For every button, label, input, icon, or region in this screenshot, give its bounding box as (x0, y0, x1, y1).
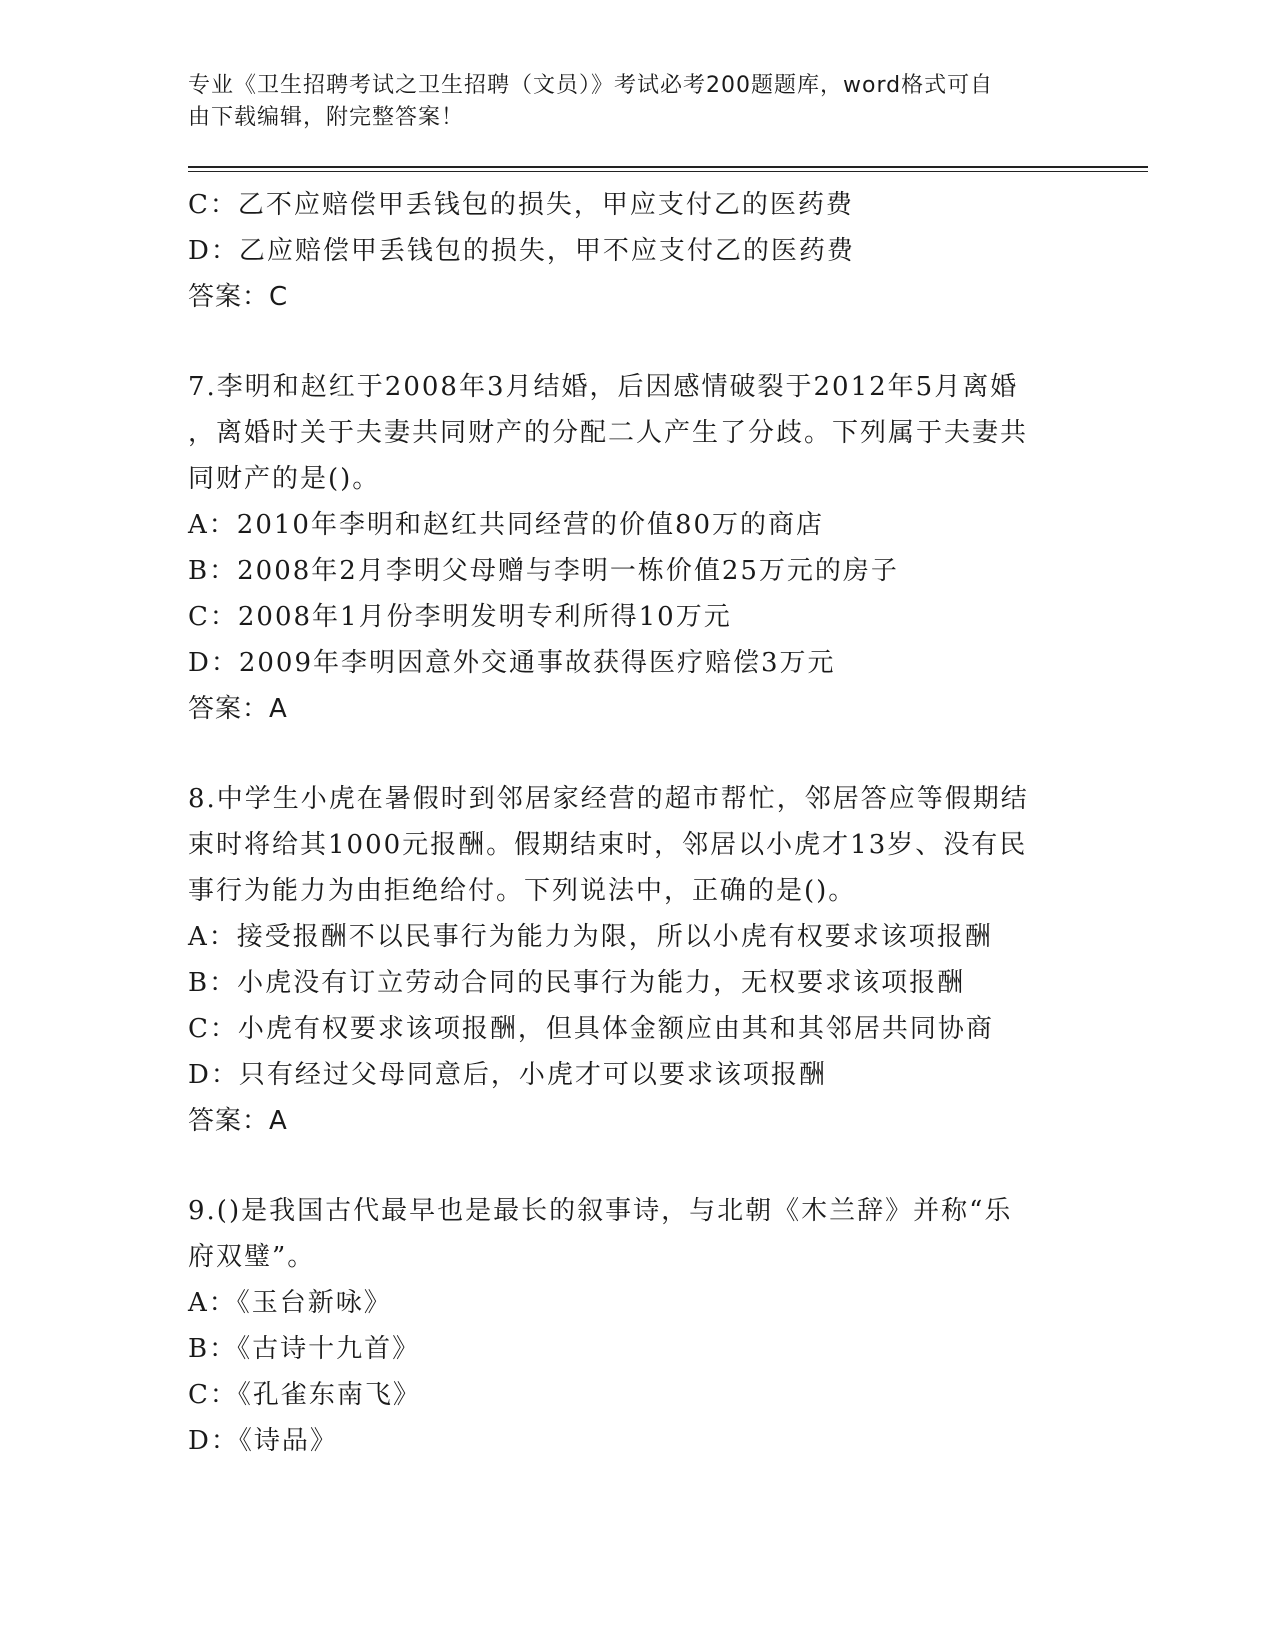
stem-line: 束时将给其1000元报酬。假期结束时，邻居以小虎才13岁、没有民 (188, 830, 1028, 860)
document-header (188, 70, 1068, 134)
answer: 答案：C (188, 282, 289, 312)
option-d: D：只有经过父母同意后，小虎才可以要求该项报酬 (188, 1060, 827, 1090)
question-7 (188, 364, 1148, 732)
stem-line: 同财产的是()。 (188, 464, 381, 494)
answer: 答案：A (188, 1106, 288, 1136)
stem-line: 7.李明和赵红于2008年3月结婚，后因感情破裂于2012年5月离婚 (188, 372, 1019, 402)
option-a: A：2010年李明和赵红共同经营的价值80万的商店 (188, 510, 825, 540)
stem-line: 事行为能力为由拒绝给付。下列说法中，正确的是()。 (188, 876, 857, 906)
question-content (188, 182, 1148, 1464)
answer: 答案：A (188, 694, 288, 724)
option-c: C：小虎有权要求该项报酬，但具体金额应由其和其邻居共同协商 (188, 1014, 994, 1044)
question-9 (188, 1188, 1148, 1464)
option-b: B：2008年2月李明父母赠与李明一栋价值25万元的房子 (188, 556, 899, 586)
question-6-tail (188, 182, 1148, 320)
header-divider (188, 166, 1148, 172)
option-d: D：《诗品》 (188, 1426, 338, 1456)
question-stem (188, 1188, 1148, 1280)
option-a: A：《玉台新咏》 (188, 1288, 392, 1318)
document-page (188, 0, 1148, 1464)
stem-line: 8.中学生小虎在暑假时到邻居家经营的超市帮忙，邻居答应等假期结 (188, 784, 1029, 814)
question-8 (188, 776, 1148, 1144)
header-divider-inner (188, 171, 1148, 172)
option-c: C：2008年1月份李明发明专利所得10万元 (188, 602, 732, 632)
option-c: C：乙不应赔偿甲丢钱包的损失，甲应支付乙的医药费 (188, 190, 854, 220)
stem-line: ，离婚时关于夫妻共同财产的分配二人产生了分歧。下列属于夫妻共 (188, 418, 1029, 448)
header-line-2: 由下载编辑，附完整答案！ (188, 105, 465, 130)
option-b: B：小虎没有订立劳动合同的民事行为能力，无权要求该项报酬 (188, 968, 966, 998)
option-c: C：《孔雀东南飞》 (188, 1380, 421, 1410)
stem-line: 府双璧”。 (188, 1242, 316, 1272)
option-a: A：接受报酬不以民事行为能力为限，所以小虎有权要求该项报酬 (188, 922, 993, 952)
question-stem (188, 776, 1148, 914)
header-line-1: 专业《卫生招聘考试之卫生招聘（文员）》考试必考200题题库，word格式可自 (188, 73, 994, 98)
option-d: D：乙应赔偿甲丢钱包的损失，甲不应支付乙的医药费 (188, 236, 855, 266)
question-stem (188, 364, 1148, 502)
option-d: D：2009年李明因意外交通事故获得医疗赔偿3万元 (188, 648, 836, 678)
stem-line: 9.()是我国古代最早也是最长的叙事诗，与北朝《木兰辞》并称“乐 (188, 1196, 1013, 1226)
option-b: B：《古诗十九首》 (188, 1334, 421, 1364)
